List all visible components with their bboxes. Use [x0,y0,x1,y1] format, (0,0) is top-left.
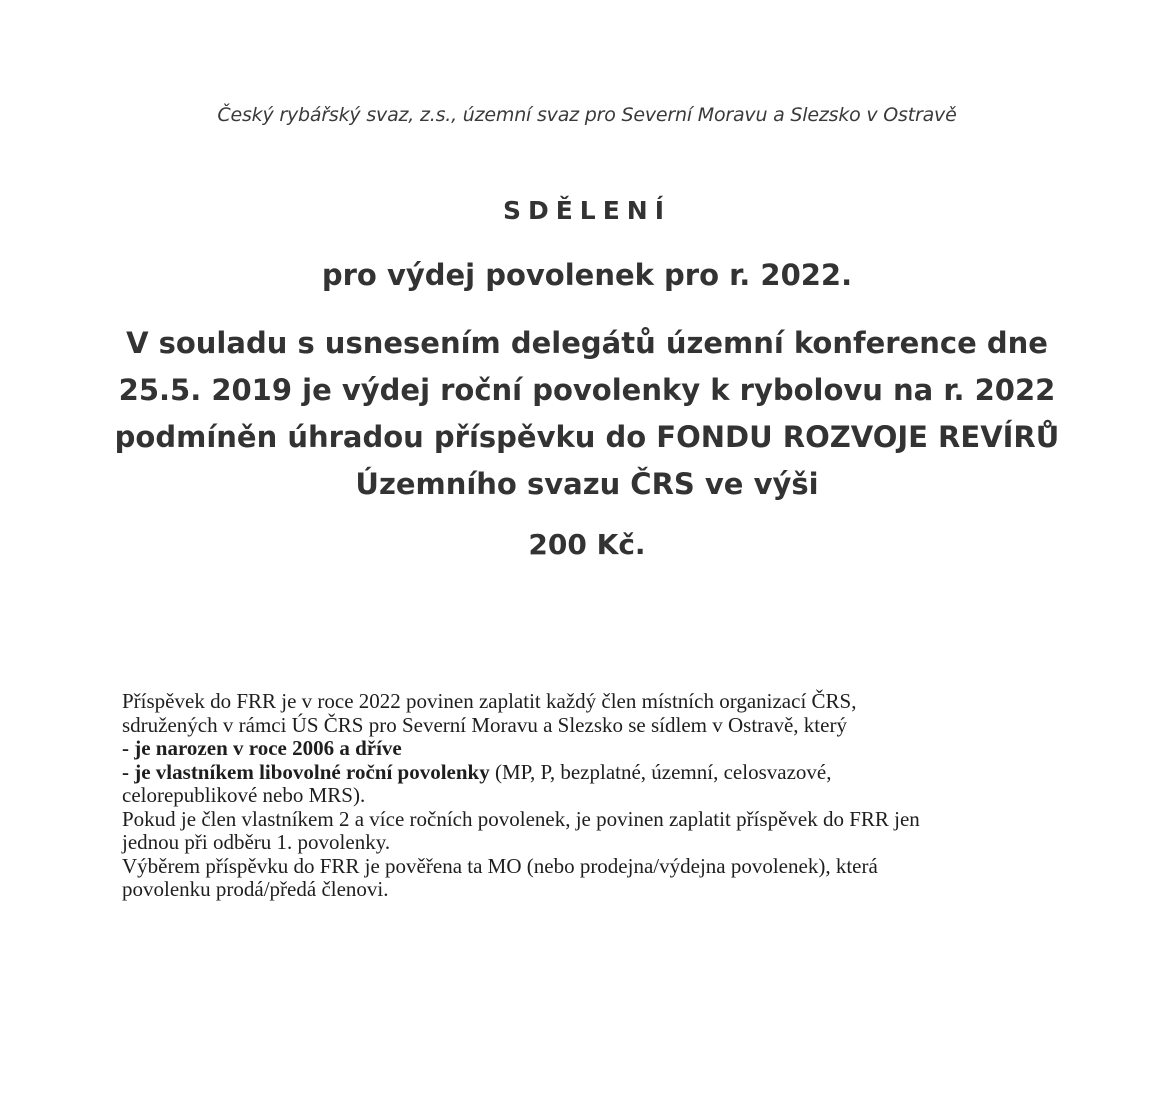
details-line: jednou při odběru 1. povolenky. [122,830,391,854]
condition-license-bold: - je vlastníkem libovolné roční povolenky [122,759,490,784]
details-block [122,690,1042,902]
document-title: SDĚLENÍ [502,196,672,225]
details-line: sdružených v rámci ÚS ČRS pro Severní Moravu a Slezsko se sídlem v Ostravě, který [122,712,847,737]
announcement-line: 25.5. 2019 je výdej roční povolenky k rybolovu na r. 2022 [118,373,1056,407]
announcement-line: podmíněn úhradou příspěvku do FONDU ROZVOJE REVÍRŮ [114,420,1060,454]
details-line: celorepublikové nebo MRS). [122,783,366,807]
contribution-amount: 200 Kč. [528,528,646,561]
details-line: Výběrem příspěvku do FRR je pověřena ta MO (nebo prodejna/výdejna povolenek), která [122,853,878,878]
condition-birth-year: - je narozen v roce 2006 a dříve [122,736,402,760]
condition-license-rest: (MP, P, bezplatné, územní, celosvazové, [489,759,832,784]
details-line: Příspěvek do FRR je v roce 2022 povinen zaplatit každý člen místních organizací ČRS, [122,689,857,713]
announcement-block [0,320,1174,508]
document-subtitle: pro výdej povolenek pro r. 2022. [321,258,853,292]
details-line: povolenku prodá/předá členovi. [122,877,389,901]
announcement-line: V souladu s usnesením delegátů územní konference dne [126,326,1048,360]
details-line: Pokud je člen vlastníkem 2 a více ročních povolenek, je povinen zaplatit příspěvek do FRR jen [122,806,920,831]
organization-header: Český rybářský svaz, z.s., územní svaz pro Severní Moravu a Slezsko v Ostravě [217,104,957,126]
condition-license [122,761,1042,785]
announcement-line: Územního svazu ČRS ve výši [355,467,819,501]
